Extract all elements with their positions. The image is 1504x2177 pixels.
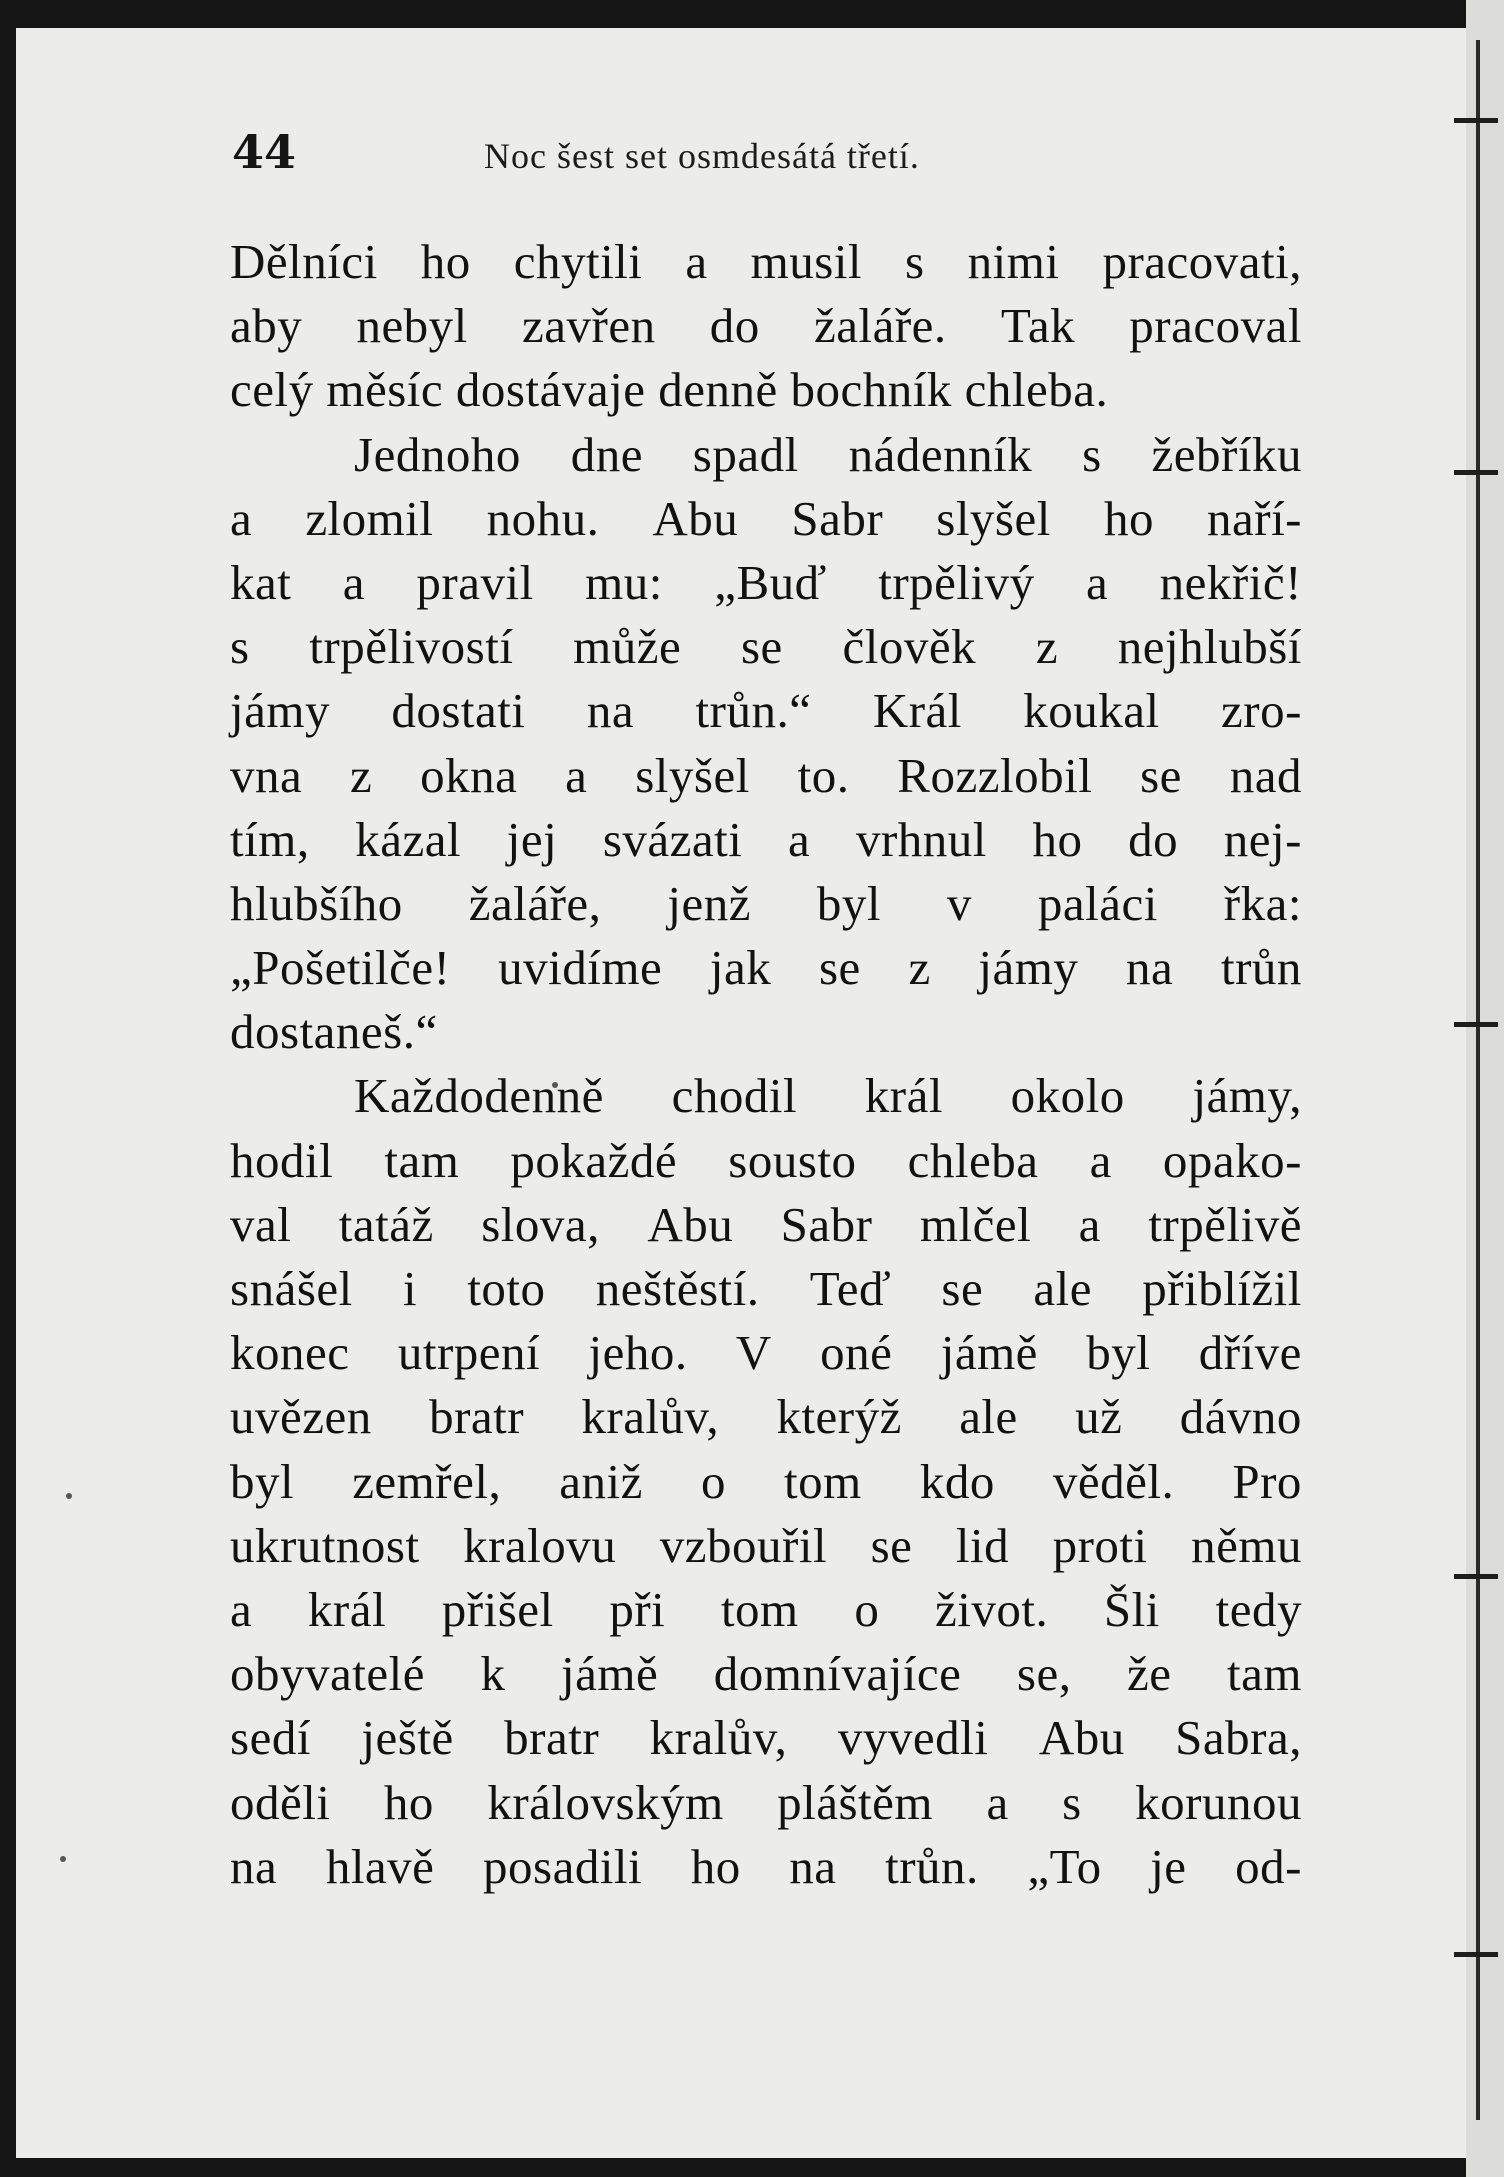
word: neštěstí. bbox=[595, 1261, 760, 1316]
word: Šli bbox=[1103, 1581, 1160, 1637]
word: chleba bbox=[907, 1132, 1039, 1188]
word: koukal bbox=[1023, 683, 1160, 739]
word: kralův, bbox=[581, 1389, 720, 1445]
text-line bbox=[230, 1835, 1302, 1899]
word: „Buď bbox=[714, 554, 827, 610]
edge-mark bbox=[1454, 470, 1498, 475]
word: trpělivý bbox=[878, 554, 1035, 610]
word: tam bbox=[1227, 1646, 1302, 1702]
word: nimi bbox=[967, 234, 1060, 289]
word: dávno bbox=[1179, 1389, 1302, 1445]
word: ho bbox=[690, 1838, 741, 1894]
word: domnívajíce bbox=[713, 1646, 962, 1702]
word: kdo bbox=[919, 1453, 995, 1509]
word: „To bbox=[1027, 1838, 1102, 1894]
text-line bbox=[230, 423, 1302, 487]
text-line bbox=[230, 1257, 1302, 1321]
word: tedy bbox=[1215, 1581, 1302, 1637]
word: aby bbox=[230, 298, 303, 354]
word: dostaneš.“ bbox=[230, 1004, 438, 1060]
word: se bbox=[1140, 747, 1182, 803]
word: žaláře. bbox=[813, 298, 947, 354]
word: Každodenně bbox=[354, 1068, 604, 1124]
word: uvidíme bbox=[498, 940, 663, 996]
word: posadili bbox=[483, 1838, 643, 1894]
word: opako- bbox=[1162, 1132, 1302, 1188]
word: Král bbox=[872, 683, 962, 739]
word: i bbox=[402, 1261, 418, 1316]
word: na bbox=[789, 1838, 837, 1894]
word: královským bbox=[487, 1774, 724, 1830]
word: a bbox=[342, 554, 366, 610]
word: tom bbox=[720, 1581, 799, 1637]
word: nohu. bbox=[486, 490, 600, 546]
text-line bbox=[230, 551, 1302, 615]
text-line bbox=[230, 1000, 1302, 1064]
word: mlčel bbox=[919, 1196, 1032, 1252]
word: žebříku bbox=[1151, 426, 1302, 482]
word: ho bbox=[1103, 490, 1154, 546]
word: tím, bbox=[230, 811, 310, 867]
word: se, bbox=[1016, 1646, 1072, 1702]
word: se bbox=[870, 1517, 913, 1573]
word: jámě bbox=[940, 1325, 1038, 1381]
word: nejhlubší bbox=[1117, 619, 1302, 675]
word: do bbox=[1128, 811, 1179, 867]
word: z bbox=[350, 747, 373, 803]
word: Dělníci bbox=[230, 234, 378, 289]
word: kterýž bbox=[776, 1389, 902, 1445]
word: hlavě bbox=[325, 1838, 435, 1894]
word: Sabra, bbox=[1175, 1710, 1302, 1766]
word: řka: bbox=[1223, 875, 1302, 931]
word: trpělivě bbox=[1148, 1196, 1302, 1252]
word: o bbox=[700, 1453, 726, 1509]
text-line bbox=[230, 1321, 1302, 1385]
word: život. bbox=[935, 1581, 1049, 1637]
text-line bbox=[230, 358, 1302, 422]
word: sousto bbox=[728, 1132, 857, 1188]
word: slova, bbox=[481, 1196, 600, 1252]
word: s bbox=[905, 234, 925, 289]
word: věděl. bbox=[1052, 1453, 1175, 1509]
word: pláštěm bbox=[777, 1774, 934, 1830]
word: Tak bbox=[1000, 298, 1076, 354]
word: celý bbox=[230, 362, 327, 418]
word: bochník bbox=[790, 362, 965, 418]
word: trpělivostí bbox=[309, 619, 514, 675]
word: dříve bbox=[1198, 1325, 1302, 1381]
edge-mark bbox=[1454, 1952, 1498, 1957]
word: na bbox=[1126, 940, 1174, 996]
word: pokaždé bbox=[510, 1132, 678, 1188]
word: Pro bbox=[1232, 1453, 1302, 1509]
word: Abu bbox=[652, 490, 739, 546]
word: mu: bbox=[585, 554, 663, 610]
text-line bbox=[230, 744, 1302, 808]
word: oděli bbox=[230, 1774, 331, 1830]
word: hlubšího bbox=[230, 875, 403, 931]
text-line bbox=[230, 1706, 1302, 1770]
word: vrhnul bbox=[855, 811, 987, 867]
text-line bbox=[230, 679, 1302, 743]
word: nebyl bbox=[356, 298, 468, 354]
word: ale bbox=[1033, 1261, 1093, 1316]
word: jak bbox=[709, 940, 772, 996]
text-line bbox=[230, 1193, 1302, 1257]
word: toto bbox=[467, 1261, 546, 1316]
word: a bbox=[685, 234, 708, 289]
word: oné bbox=[820, 1325, 893, 1381]
edge-mark bbox=[1454, 1022, 1498, 1027]
word: hodil bbox=[230, 1132, 334, 1188]
word: nej- bbox=[1223, 811, 1302, 867]
text-line bbox=[230, 1064, 1302, 1128]
word: pracoval bbox=[1129, 298, 1302, 354]
page-edge-line bbox=[1476, 40, 1480, 2120]
text-line bbox=[230, 1771, 1302, 1835]
word: byl bbox=[816, 875, 881, 931]
word: spadl bbox=[692, 426, 799, 482]
edge-mark bbox=[1454, 1574, 1498, 1579]
word: od- bbox=[1235, 1838, 1302, 1894]
word: němu bbox=[1191, 1517, 1302, 1573]
word: chytili bbox=[513, 234, 643, 289]
word: slyšel bbox=[635, 747, 750, 803]
text-line bbox=[230, 1385, 1302, 1449]
word: při bbox=[609, 1581, 666, 1637]
word: ale bbox=[959, 1389, 1018, 1445]
word: měsíc bbox=[326, 362, 456, 418]
word: vna bbox=[230, 747, 303, 803]
text-line bbox=[230, 230, 1302, 294]
word: okolo bbox=[1010, 1068, 1125, 1124]
word: a bbox=[788, 811, 811, 867]
word: král bbox=[864, 1068, 943, 1124]
word: Rozzlobil bbox=[897, 747, 1093, 803]
word: jámy bbox=[978, 940, 1079, 996]
word: tatáž bbox=[338, 1196, 434, 1252]
scan-speck bbox=[66, 1493, 72, 1499]
page-number: 44 bbox=[232, 125, 297, 179]
word: pravil bbox=[416, 554, 534, 610]
word: vzbouřil bbox=[659, 1517, 828, 1573]
word: chleba. bbox=[964, 362, 1109, 418]
word: obyvatelé bbox=[230, 1646, 425, 1702]
word: jej bbox=[506, 811, 558, 867]
word: ještě bbox=[361, 1710, 454, 1766]
scan-speck bbox=[60, 1856, 66, 1862]
word: přiblížil bbox=[1142, 1261, 1302, 1316]
word: zemřel, bbox=[352, 1453, 502, 1509]
word: a bbox=[986, 1774, 1009, 1830]
word: nádenník bbox=[848, 426, 1033, 482]
text-line bbox=[230, 936, 1302, 1000]
word: paláci bbox=[1037, 875, 1158, 931]
text-line bbox=[230, 615, 1302, 679]
word: ho bbox=[383, 1774, 434, 1830]
text-line bbox=[230, 1514, 1302, 1578]
word: kat bbox=[230, 554, 292, 610]
text-line bbox=[230, 1129, 1302, 1193]
word: vyvedli bbox=[837, 1710, 989, 1766]
word: lid bbox=[955, 1517, 1010, 1573]
word: se bbox=[740, 619, 783, 675]
text-line bbox=[230, 872, 1302, 936]
word: konec bbox=[230, 1325, 350, 1381]
word: do bbox=[709, 298, 760, 354]
word: zro- bbox=[1221, 683, 1302, 739]
word: bratr bbox=[429, 1389, 525, 1445]
word: bratr bbox=[504, 1710, 600, 1766]
word: chodil bbox=[671, 1068, 798, 1124]
word: zavřen bbox=[522, 298, 656, 354]
word: jámy bbox=[230, 683, 330, 739]
word: dne bbox=[570, 426, 643, 482]
word: naří- bbox=[1207, 490, 1302, 546]
word: uvězen bbox=[230, 1389, 372, 1445]
word: už bbox=[1075, 1389, 1123, 1445]
word: král bbox=[307, 1581, 387, 1637]
word: jeho. bbox=[588, 1325, 688, 1381]
running-title: Noc šest set osmdesátá třetí. bbox=[484, 136, 920, 176]
word: trůn. bbox=[885, 1838, 979, 1894]
text-line bbox=[230, 487, 1302, 551]
word: dostati bbox=[391, 683, 526, 739]
word: byl bbox=[230, 1453, 295, 1509]
word: okna bbox=[420, 747, 518, 803]
word: dostávaje bbox=[455, 362, 659, 418]
text-line bbox=[230, 1450, 1302, 1514]
word: je bbox=[1150, 1838, 1187, 1894]
word: s bbox=[1082, 426, 1102, 482]
word: v bbox=[946, 875, 972, 931]
word: může bbox=[573, 619, 682, 675]
word: Jednoho bbox=[354, 426, 521, 482]
word: s bbox=[230, 619, 250, 675]
word: zlomil bbox=[305, 490, 434, 546]
word: denně bbox=[658, 362, 791, 418]
word: kralův, bbox=[649, 1710, 788, 1766]
word: pracovati, bbox=[1102, 234, 1302, 289]
word: ho bbox=[420, 234, 471, 289]
word: slyšel bbox=[936, 490, 1051, 546]
word: žaláře, bbox=[468, 875, 602, 931]
word: Teď bbox=[809, 1261, 892, 1316]
page-edge bbox=[1466, 0, 1504, 2177]
word: svázati bbox=[602, 811, 743, 867]
word: na bbox=[586, 683, 635, 739]
word: a bbox=[230, 490, 253, 546]
word: na bbox=[230, 1838, 278, 1894]
word: val bbox=[230, 1196, 292, 1252]
word: se bbox=[941, 1261, 984, 1316]
word: přišel bbox=[441, 1581, 554, 1637]
word: jámě bbox=[560, 1646, 659, 1702]
word: Sabr bbox=[780, 1196, 873, 1252]
word: nekřič! bbox=[1159, 554, 1302, 610]
word: to. bbox=[797, 747, 850, 803]
word: o bbox=[854, 1581, 880, 1637]
word: ukrutnost bbox=[230, 1517, 420, 1573]
word: a bbox=[230, 1581, 253, 1637]
word: se bbox=[818, 940, 861, 996]
word: tom bbox=[784, 1453, 862, 1509]
text-line bbox=[230, 294, 1302, 358]
word: korunou bbox=[1135, 1774, 1302, 1830]
word: a bbox=[1089, 1132, 1112, 1188]
word: nad bbox=[1229, 747, 1302, 803]
word: Abu bbox=[1038, 1710, 1125, 1766]
word: ho bbox=[1032, 811, 1083, 867]
word: sedí bbox=[230, 1710, 311, 1766]
word: „Pošetilče! bbox=[230, 940, 451, 996]
word: jenž bbox=[667, 875, 751, 931]
word: jámy, bbox=[1192, 1068, 1302, 1124]
word: kázal bbox=[355, 811, 462, 867]
word: kralovu bbox=[463, 1517, 617, 1573]
word: Abu bbox=[647, 1196, 734, 1252]
word: a bbox=[1078, 1196, 1101, 1252]
text-line bbox=[230, 808, 1302, 872]
word: Sabr bbox=[791, 490, 884, 546]
word: byl bbox=[1086, 1325, 1151, 1381]
body-text bbox=[230, 230, 1302, 1899]
edge-mark bbox=[1454, 118, 1498, 123]
word: snášel bbox=[230, 1261, 353, 1316]
word: trůn.“ bbox=[695, 683, 812, 739]
word: z bbox=[908, 940, 931, 996]
word: tam bbox=[384, 1132, 460, 1188]
word: utrpení bbox=[397, 1325, 541, 1381]
word: k bbox=[480, 1646, 506, 1702]
text-line bbox=[230, 1642, 1302, 1706]
word: člověk bbox=[842, 619, 977, 675]
word: proti bbox=[1052, 1517, 1148, 1573]
word: musil bbox=[750, 234, 863, 289]
word: s bbox=[1062, 1774, 1082, 1830]
word: a bbox=[565, 747, 588, 803]
text-line bbox=[230, 1578, 1302, 1642]
word: V bbox=[735, 1325, 772, 1381]
word: trůn bbox=[1220, 940, 1302, 996]
word: z bbox=[1035, 619, 1059, 675]
word: a bbox=[1086, 554, 1109, 610]
word: že bbox=[1127, 1646, 1172, 1702]
word: aniž bbox=[559, 1453, 643, 1509]
